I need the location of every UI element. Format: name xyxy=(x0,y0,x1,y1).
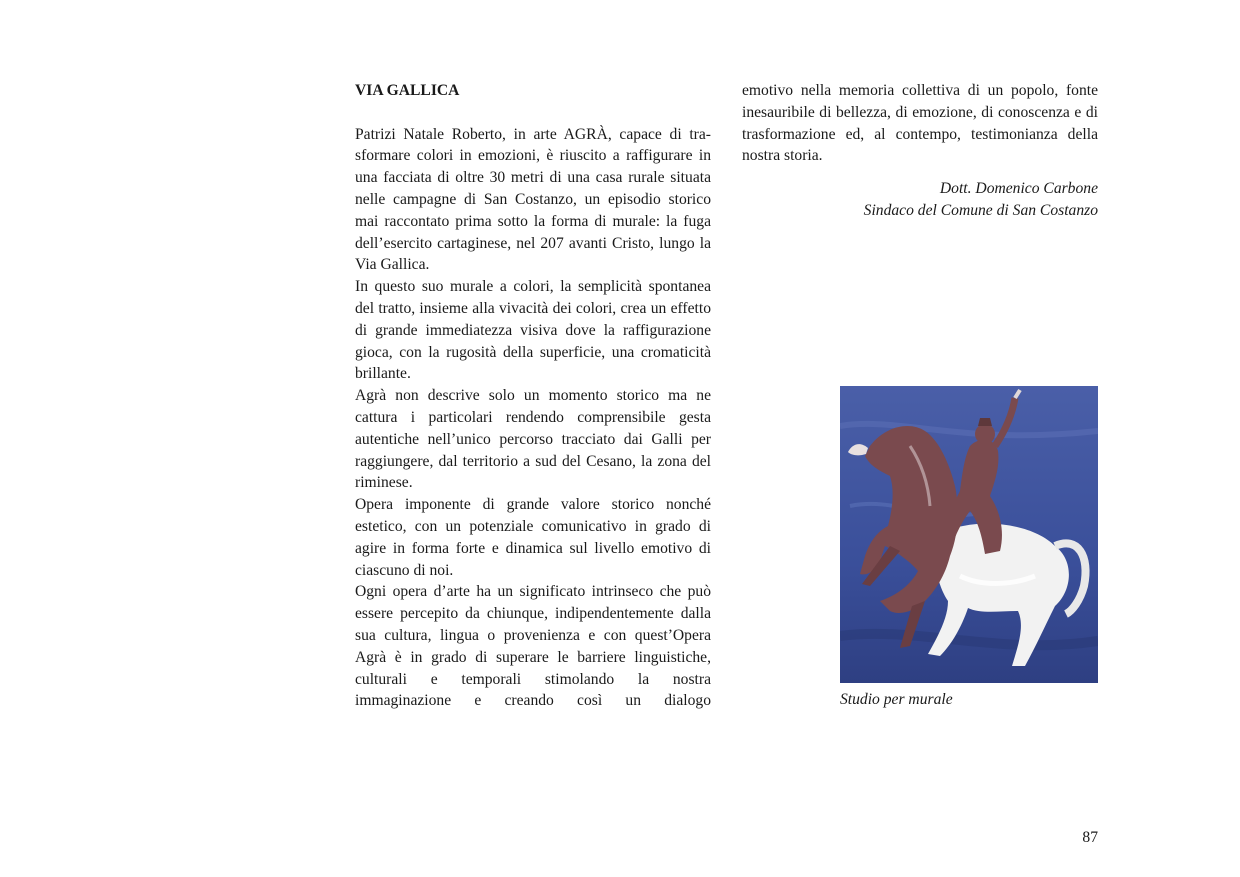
signature xyxy=(742,178,1098,222)
paragraph-continued: emotivo nella memoria collettiva di un popolo, fonte inesauribile di bellezza, di emozione, di conoscenza e di trasformazione ed, al contempo, testimonianza della nostra storia. xyxy=(742,82,1098,165)
signature-name: Dott. Domenico Carbone xyxy=(939,180,1098,198)
article-title: VIA GALLICA xyxy=(355,82,460,99)
right-column xyxy=(742,80,1098,222)
mural-study-image xyxy=(840,386,1098,683)
paragraph: In questo suo murale a colori, la semplicità spontanea del tratto, insieme alla vivacità dei colori, crea un effetto di grande immediatezza visiva dove la raffigurazione gioca, con la rugosità della superficie, una cromaticità brillante. xyxy=(355,278,711,383)
paragraph: Agrà non descrive solo un momento storico ma ne cattura i particolari rendendo comprensibile gesta autentiche nell’unico percorso tracciato dai Galli per raggiungere, dal territorio a sud del Cesano, la zona del riminese. xyxy=(355,387,711,492)
left-column xyxy=(355,80,711,712)
paragraph: Ogni opera d’arte ha un significato intrinseco che può essere percepito da chiunque, indipendentemente dalla sua cultura, lingua o provenienza e con quest’Opera Agrà è in grado di superare le barriere linguistiche, culturali e temporali stimolando la nostra immaginazione e creando così un dialogo xyxy=(355,583,711,710)
horse-rider-painting xyxy=(840,386,1098,683)
signature-role: Sindaco del Comune di San Costanzo xyxy=(863,201,1098,219)
figure-caption: Studio per murale xyxy=(840,691,953,708)
paragraph: Patrizi Natale Roberto, in arte AGRÀ, capace di trasformare colori in emozioni, è riuscito a raffigurare in una facciata di oltre 30 metri di una casa rurale situata nelle campagne di San Costanzo, un episodio storico mai raccontato prima sotto la forma di murale: la fuga dell’esercito cartaginese, nel 207 avanti Cristo, lungo la Via Gallica. xyxy=(355,125,711,274)
page-number: 87 xyxy=(1082,829,1098,846)
paragraph: Opera imponente di grande valore storico nonché estetico, con un potenziale comunicativo in grado di agire in forma forte e dinamica sul livello emotivo di ciascuno di noi. xyxy=(355,496,711,579)
